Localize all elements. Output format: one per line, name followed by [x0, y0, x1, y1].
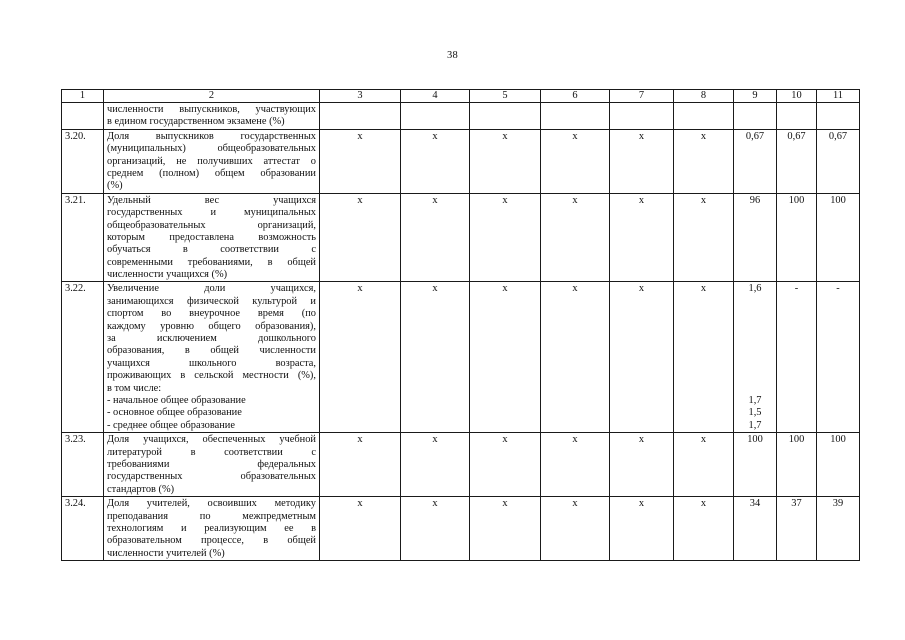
table-row [62, 497, 860, 561]
value-text: 100 [830, 194, 846, 206]
cell-value [777, 433, 817, 497]
cell-mark [541, 103, 610, 130]
cell-mark: x [470, 497, 541, 561]
description-line: - среднее общее образование [107, 419, 235, 431]
description-line: (муниципальных) общеобразовательных [107, 143, 316, 155]
cell-mark: x [470, 433, 541, 497]
description-line: литературой в соответствии с [107, 446, 316, 458]
cell-value [817, 497, 860, 561]
sub-value: 1,7 [748, 395, 762, 407]
indicator-description [104, 282, 320, 433]
description-line: требованиями федеральных [107, 459, 316, 471]
cell-mark [674, 103, 734, 130]
column-header: 1 [62, 90, 104, 103]
cell-mark: x [401, 193, 470, 282]
cell-mark: x [541, 433, 610, 497]
row-number: 3.22. [62, 282, 104, 433]
indicator-description [104, 433, 320, 497]
spacer [737, 296, 773, 395]
description-line: Доля учителей, освоивших методику [107, 498, 316, 510]
cell-value [817, 103, 860, 130]
value-text: 39 [832, 498, 844, 510]
cell-value [734, 129, 777, 193]
table-row [62, 103, 860, 130]
description-line: современными требованиями, в общей [107, 256, 316, 268]
description-line: стандартов (%) [107, 483, 175, 495]
cell-value [777, 497, 817, 561]
table-row [62, 193, 860, 282]
cell-value [817, 193, 860, 282]
indicator-description [104, 193, 320, 282]
value-text: 34 [749, 498, 761, 510]
description-line: преподавания по межпредметным [107, 510, 316, 522]
cell-mark: x [610, 193, 674, 282]
cell-mark: x [674, 282, 734, 433]
value-text: 100 [788, 194, 805, 206]
description-line: которым предоставлена возможность [107, 231, 316, 243]
row-number: 3.20. [62, 129, 104, 193]
description-line: численности учителей (%) [107, 547, 225, 559]
column-header: 8 [674, 90, 734, 103]
cell-mark: x [470, 282, 541, 433]
cell-mark: x [320, 193, 401, 282]
indicator-description [104, 497, 320, 561]
description-line: технологиям и реализующим ее в [107, 522, 316, 534]
cell-mark: x [320, 282, 401, 433]
cell-value [734, 282, 777, 433]
description-line: численности учащихся (%) [107, 269, 228, 281]
description-line: занимающихся физической культурой и [107, 295, 316, 307]
column-header: 2 [104, 90, 320, 103]
cell-mark: x [674, 497, 734, 561]
cell-mark: x [610, 497, 674, 561]
column-header: 11 [817, 90, 860, 103]
cell-mark: x [401, 433, 470, 497]
description-line: Доля учащихся, обеспеченных учебной [107, 434, 316, 446]
cell-value [734, 433, 777, 497]
description-line: каждому уровню общего образования), [107, 320, 316, 332]
sub-value: 1,5 [748, 407, 762, 419]
description-line: - начальное общее образование [107, 394, 246, 406]
column-header: 9 [734, 90, 777, 103]
cell-mark: x [541, 497, 610, 561]
cell-value [734, 497, 777, 561]
page-number: 38 [446, 50, 459, 61]
value-text: 100 [788, 434, 805, 446]
value-text: - [836, 283, 840, 295]
cell-value [777, 193, 817, 282]
cell-mark: x [320, 433, 401, 497]
description-line: - основное общее образование [107, 407, 242, 419]
value-text: 100 [830, 434, 846, 446]
cell-mark: x [610, 129, 674, 193]
cell-mark [470, 103, 541, 130]
value-text: 100 [747, 434, 763, 446]
cell-mark [401, 103, 470, 130]
cell-value [734, 103, 777, 130]
cell-value [817, 433, 860, 497]
cell-value [777, 129, 817, 193]
column-header: 10 [777, 90, 817, 103]
description-line: государственных и муниципальных [107, 207, 316, 219]
cell-value [817, 282, 860, 433]
description-line: проживающих в сельской местности (%), [107, 370, 316, 382]
table-row [62, 433, 860, 497]
indicator-table [61, 89, 860, 561]
description-line: Доля выпускников государственных [107, 130, 316, 142]
description-line: организаций, не получивших аттестат о [107, 155, 316, 167]
description-line: образовательном процессе, в общей [107, 535, 316, 547]
description-line: среднем (полном) общем образовании [107, 167, 316, 179]
cell-mark: x [320, 497, 401, 561]
row-number: 3.23. [62, 433, 104, 497]
indicator-description [104, 129, 320, 193]
cell-value [777, 282, 817, 433]
cell-value [734, 193, 777, 282]
value-text: 0,67 [787, 130, 806, 142]
table-row [62, 129, 860, 193]
header-row [62, 90, 860, 103]
cell-mark: x [320, 129, 401, 193]
column-header: 3 [320, 90, 401, 103]
value-text: 0,67 [828, 130, 848, 142]
cell-value [817, 129, 860, 193]
sub-value: 1,7 [748, 419, 762, 431]
description-line: Удельный вес учащихся [107, 194, 316, 206]
description-line: обучаться в соответствии с [107, 244, 316, 256]
column-header: 5 [470, 90, 541, 103]
cell-mark: x [674, 433, 734, 497]
value-text: 1,6 [748, 283, 762, 295]
cell-mark: x [541, 129, 610, 193]
cell-mark: x [610, 282, 674, 433]
cell-mark: x [401, 497, 470, 561]
cell-mark: x [610, 433, 674, 497]
description-line: спортом во внеурочное время (по [107, 308, 316, 320]
description-line: в едином государственном экзамене (%) [107, 116, 285, 128]
row-number [62, 103, 104, 130]
description-line: общеобразовательных организаций, [107, 219, 316, 231]
cell-mark: x [541, 282, 610, 433]
indicator-description [104, 103, 320, 130]
description-line: Увеличение доли учащихся, [107, 283, 316, 295]
cell-mark [610, 103, 674, 130]
cell-mark: x [401, 282, 470, 433]
value-text: 96 [749, 194, 761, 206]
sub-values [737, 395, 773, 432]
description-line: государственных образовательных [107, 471, 316, 483]
cell-mark [320, 103, 401, 130]
value-text: - [794, 283, 799, 295]
description-line: численности выпускников, участвующих [107, 104, 316, 115]
cell-mark: x [470, 129, 541, 193]
cell-value [777, 103, 817, 130]
value-text: 37 [791, 498, 802, 510]
column-header: 4 [401, 90, 470, 103]
description-line: в том числе: [107, 382, 162, 394]
description-line: (%) [107, 180, 123, 192]
cell-mark: x [674, 193, 734, 282]
cell-mark: x [674, 129, 734, 193]
cell-mark: x [541, 193, 610, 282]
cell-mark: x [401, 129, 470, 193]
value-text: 0,67 [745, 130, 765, 142]
cell-mark: x [470, 193, 541, 282]
description-line: образования, в общей численности [107, 345, 316, 357]
description-line: учащихся школьного возраста, [107, 357, 316, 369]
column-header: 6 [541, 90, 610, 103]
row-number: 3.24. [62, 497, 104, 561]
table-row [62, 282, 860, 433]
row-number: 3.21. [62, 193, 104, 282]
column-header: 7 [610, 90, 674, 103]
description-line: за исключением дошкольного [107, 333, 316, 345]
